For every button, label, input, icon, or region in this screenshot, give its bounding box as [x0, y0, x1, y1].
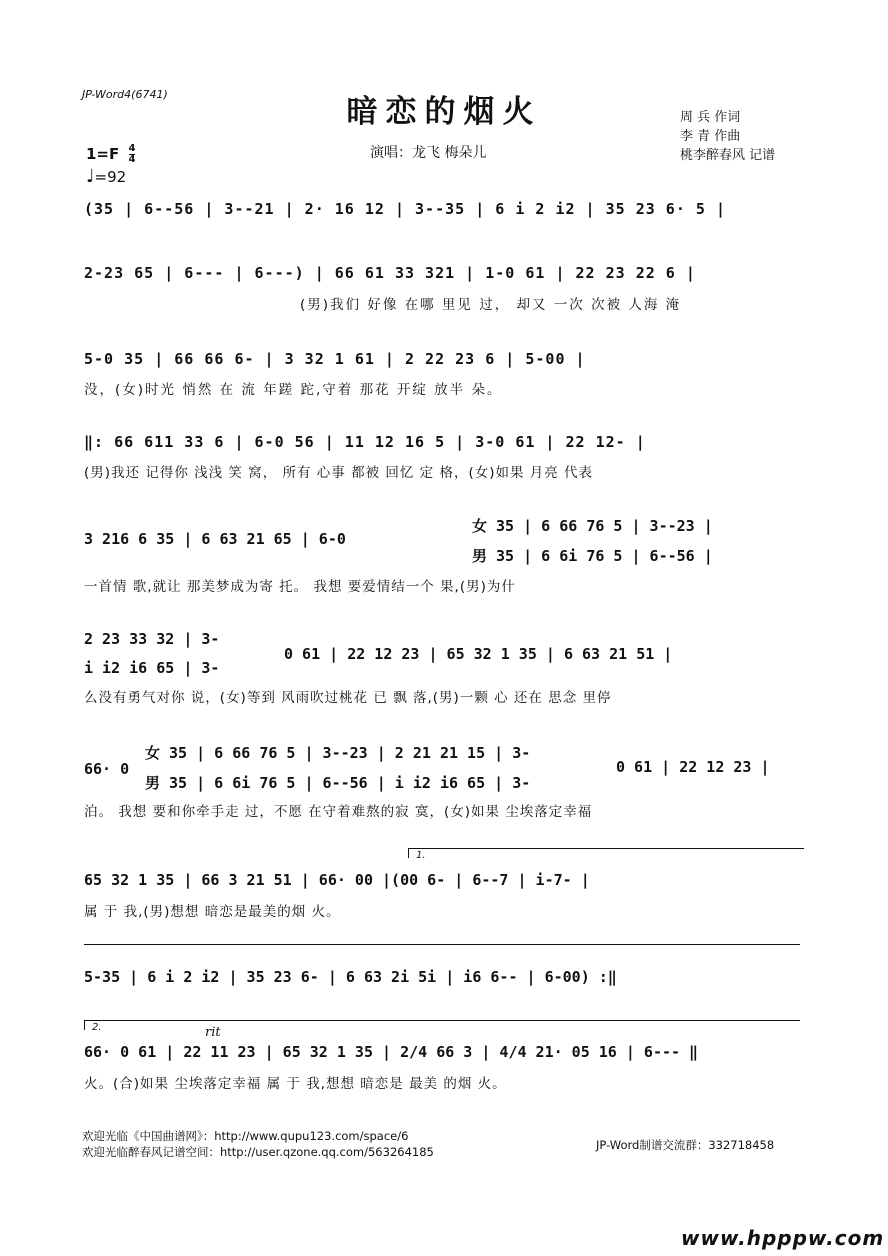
key-signature [86, 144, 135, 165]
song-title: 暗恋的烟火 [346, 94, 542, 130]
staff-line-6: 0 61 | 22 12 23 | 65 32 1 35 | 6 63 21 51 | [284, 645, 673, 663]
footer-qupu-link[interactable]: 欢迎光临《中国曲谱网》：http://www.qupu123.com/space/6 [82, 1129, 409, 1143]
singer-line: 演唱：龙飞 梅朵儿 [370, 145, 487, 161]
volta-2-label: 2. [92, 1022, 102, 1033]
tempo-value: =92 [94, 168, 127, 186]
staff-line-8: 65 32 1 35 | 66 3 21 51 | 66· 00 |(00 6- | 6--7 | i-7- | [84, 871, 590, 889]
volta-1-tick [408, 848, 409, 858]
staff-line-5-female: 女 35 | 6 66 76 5 | 3--23 | [472, 517, 713, 535]
staff-line-1: (35 | 6--56 | 3--21 | 2· 16 12 | 3--35 | 6 i 2 i2 | 35 23 6· 5 | [84, 200, 726, 218]
lyric-line-8: 属 于 我,(男)想想 暗恋是最美的烟 火。 [84, 904, 341, 920]
footer-group: JP-Word制谱交流群：332718458 [596, 1138, 775, 1152]
volta-1-bracket [408, 848, 804, 849]
jp-word-label: JP-Word4(6741) [82, 88, 168, 101]
footer-links [82, 1128, 434, 1160]
staff-line-4: ‖: 66 611 33 6 | 6-0 56 | 11 12 16 5 | 3-0 61 | 22 12- | [84, 433, 646, 451]
lyric-line-10: 火。(合)如果 尘埃落定幸福 属 于 我,想想 暗恋是 最美 的烟 火。 [84, 1076, 507, 1092]
credits [680, 108, 775, 165]
footer-qzone-link[interactable]: 欢迎光临醉春风记谱空间：http://user.qzone.qq.com/563264185 [82, 1145, 434, 1159]
lyric-line-6: 么没有勇气对你 说，(女)等到 风雨吹过桃花 已 飘 落,(男)一颗 心 还在 思念 里停 [84, 690, 612, 706]
lyric-line-3: 没，(女)时光 悄然 在 流 年蹉 跎,守着 那花 开绽 放半 朵。 [84, 382, 503, 398]
volta-1-continuation [84, 944, 800, 945]
staff-line-7-male: 男 35 | 6 6i 76 5 | 6--56 | i i2 i6 65 | 3- [145, 774, 531, 792]
volta-1-label: 1. [416, 850, 426, 861]
key-label: 1=F [86, 145, 120, 163]
staff-line-10: 66· 0 61 | 22 11 23 | 65 32 1 35 | 2/4 66 3 | 4/4 21· 05 16 | 6--- ‖ [84, 1043, 699, 1061]
staff-line-7-start: 66· 0 [84, 760, 130, 778]
staff-line-6-upper: 2 23 33 32 | 3- [84, 630, 220, 648]
staff-line-3: 5-0 35 | 66 66 6- | 3 32 1 61 | 2 22 23 6 | 5-00 | [84, 350, 586, 368]
staff-line-7: 0 61 | 22 12 23 | [616, 758, 770, 776]
composer-credit: 李 青 作曲 [680, 129, 741, 144]
staff-line-5-male: 男 35 | 6 6i 76 5 | 6--56 | [472, 547, 713, 565]
staff-line-2: 2-23 65 | 6--- | 6---) | 66 61 33 321 | 1-0 61 | 22 23 22 6 | [84, 264, 696, 282]
time-signature: $\frac{4}{4}$ [128, 143, 136, 165]
tempo-marking [86, 166, 126, 187]
lyricist-credit: 周 兵 作词 [680, 110, 741, 125]
volta-2-tick [84, 1020, 85, 1030]
staff-line-6-lower: i i2 i6 65 | 3- [84, 659, 220, 677]
site-watermark: www.hpppw.com [681, 1226, 885, 1250]
staff-line-5: 3 216 6 35 | 6 63 21 65 | 6-0 [84, 530, 346, 548]
staff-line-9: 5-35 | 6 i 2 i2 | 35 23 6- | 6 63 2i 5i | i6 6-- | 6-00) :‖ [84, 968, 617, 986]
staff-line-7-female: 女 35 | 6 66 76 5 | 3--23 | 2 21 21 15 | 3- [145, 744, 531, 762]
transcriber-credit: 桃李醉春风 记谱 [680, 148, 776, 163]
volta-2-bracket [84, 1020, 800, 1021]
ritardando-mark: rit [205, 1025, 221, 1040]
lyric-line-5: 一首情 歌,就让 那美梦成为寄 托。 我想 要爱情结一个 果,(男)为什 [84, 579, 516, 595]
quarter-note-icon: ♩ [86, 166, 95, 187]
lyric-line-7: 泊。 我想 要和你牵手走 过，不愿 在守着难熬的寂 寞，(女)如果 尘埃落定幸福 [84, 804, 593, 820]
lyric-line-4: (男)我还 记得你 浅浅 笑 窝， 所有 心事 都被 回忆 定 格，(女)如果 月亮 代表 [84, 465, 594, 481]
lyric-line-2: (男)我们 好像 在哪 里见 过， 却又 一次 次被 人海 淹 [300, 297, 682, 313]
